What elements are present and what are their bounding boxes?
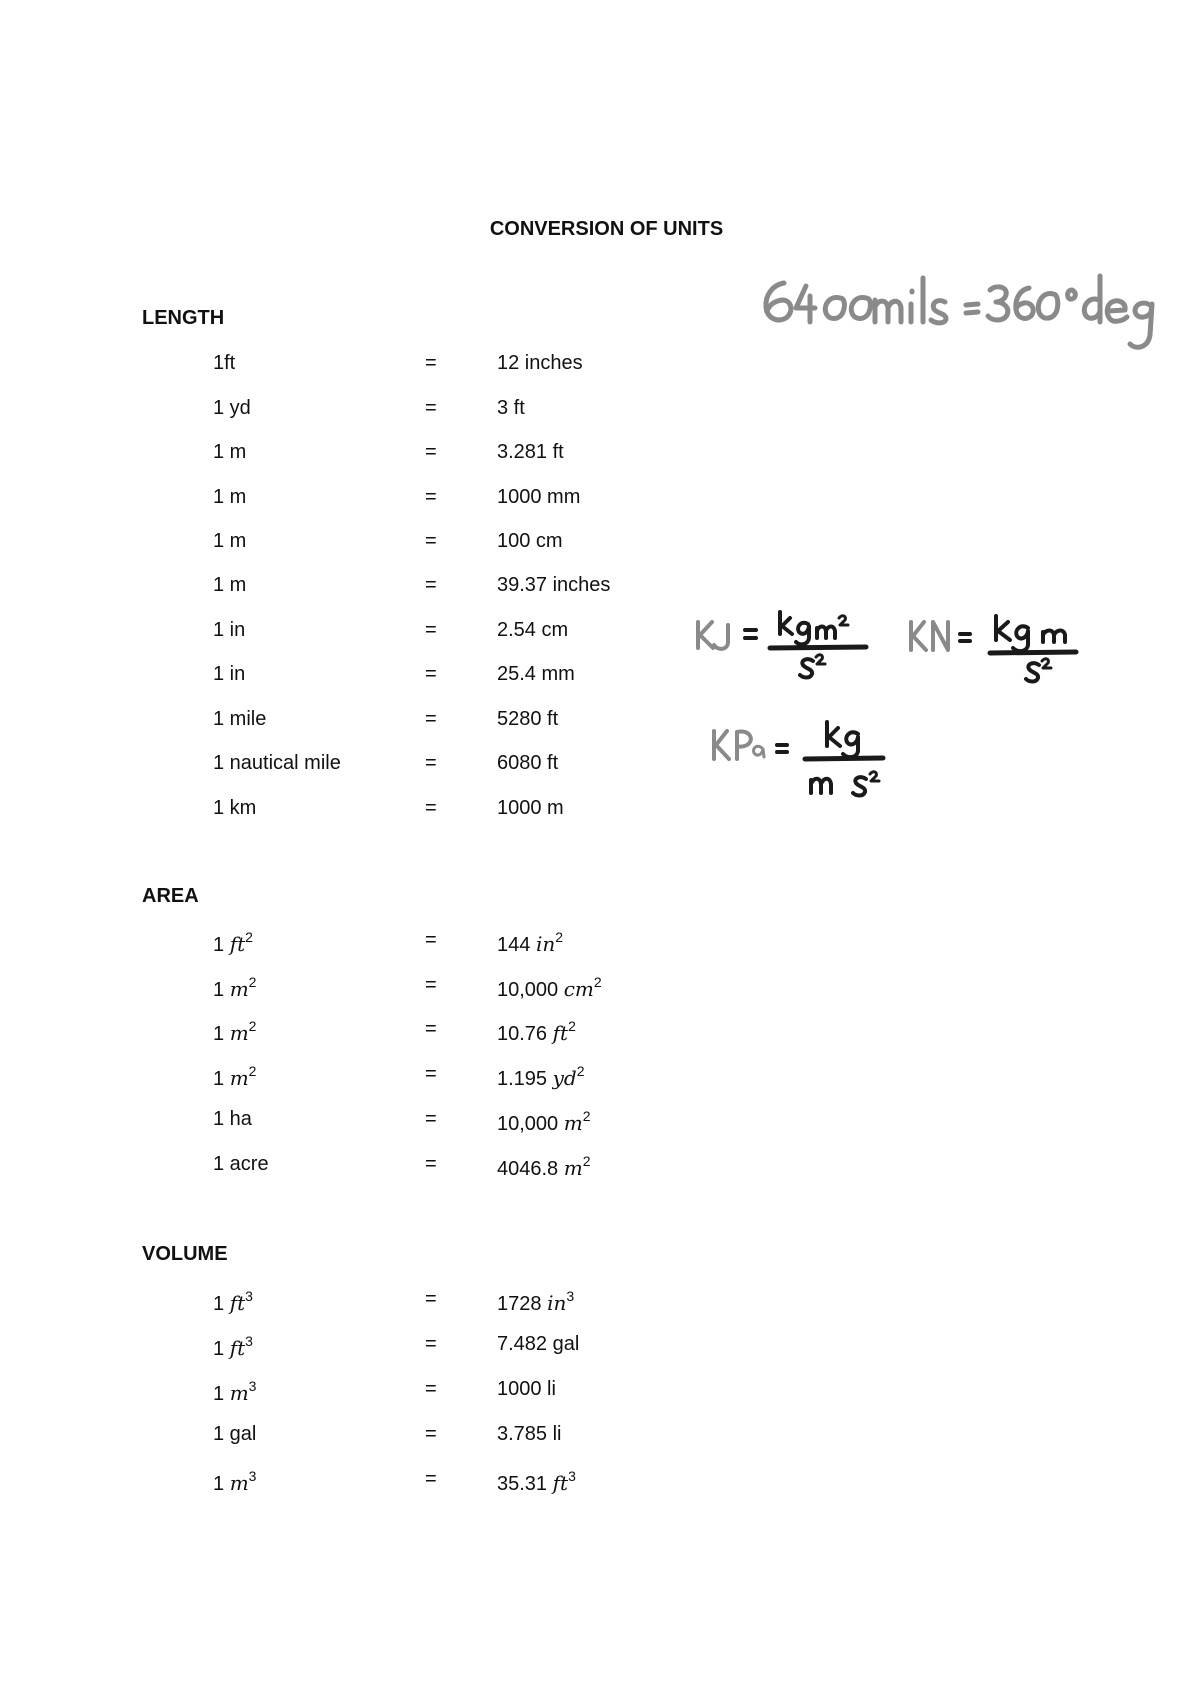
equals-sign: = bbox=[425, 1108, 437, 1130]
conversion-row bbox=[0, 574, 700, 604]
row-lhs-number: 1 bbox=[213, 1068, 225, 1090]
row-lhs: 1 m bbox=[213, 574, 247, 596]
row-rhs-unit: yd bbox=[552, 1066, 577, 1090]
row-lhs-unit: m bbox=[229, 977, 249, 1001]
row-rhs bbox=[497, 1063, 585, 1091]
conversion-row bbox=[0, 1333, 700, 1363]
row-rhs-exponent: 2 bbox=[576, 1063, 585, 1079]
row-lhs: 1 km bbox=[213, 797, 257, 819]
row-rhs: 2.54 cm bbox=[497, 619, 569, 641]
row-lhs bbox=[213, 929, 253, 957]
row-rhs-number: 1.195 bbox=[497, 1068, 548, 1090]
conversion-row bbox=[0, 530, 700, 560]
equals-sign: = bbox=[425, 352, 437, 374]
conversion-row bbox=[0, 663, 700, 693]
conversion-row bbox=[0, 1468, 700, 1498]
row-lhs-unit: ft bbox=[229, 1291, 246, 1315]
row-lhs: 1 m bbox=[213, 486, 247, 508]
equals-sign: = bbox=[425, 708, 437, 730]
row-rhs bbox=[497, 1288, 574, 1316]
row-lhs-exponent: 3 bbox=[248, 1468, 257, 1484]
row-rhs bbox=[497, 1153, 591, 1181]
row-lhs bbox=[213, 1018, 256, 1046]
row-rhs: 1000 m bbox=[497, 797, 564, 819]
row-lhs-unit: m bbox=[229, 1021, 249, 1045]
row-rhs-unit: in bbox=[547, 1291, 567, 1315]
equals-sign: = bbox=[425, 574, 437, 596]
row-rhs-exponent: 2 bbox=[582, 1108, 591, 1124]
row-rhs: 7.482 gal bbox=[497, 1333, 580, 1355]
conversion-row bbox=[0, 797, 700, 827]
conversion-row bbox=[0, 1108, 700, 1138]
equals-sign: = bbox=[425, 619, 437, 641]
row-lhs: 1 gal bbox=[213, 1423, 257, 1445]
row-rhs-unit: cm bbox=[563, 977, 594, 1001]
row-lhs: 1 m bbox=[213, 530, 247, 552]
row-lhs-unit: ft bbox=[229, 932, 246, 956]
row-rhs-number: 10.76 bbox=[497, 1023, 548, 1045]
equals-sign: = bbox=[425, 1063, 437, 1085]
row-rhs: 6080 ft bbox=[497, 752, 559, 774]
row-lhs-exponent: 2 bbox=[248, 974, 257, 990]
page-title: CONVERSION OF UNITS bbox=[489, 218, 724, 240]
row-lhs: 1 m bbox=[213, 441, 247, 463]
conversion-row bbox=[0, 397, 700, 427]
conversion-row bbox=[0, 486, 700, 516]
row-rhs-unit: m bbox=[563, 1111, 583, 1135]
section-heading-volume: VOLUME bbox=[142, 1243, 228, 1265]
row-lhs: 1 in bbox=[213, 663, 246, 685]
handwritten-note-mils bbox=[766, 276, 1152, 347]
row-lhs-exponent: 2 bbox=[248, 1063, 257, 1079]
row-rhs-exponent: 2 bbox=[582, 1153, 591, 1169]
row-rhs-number: 1728 bbox=[497, 1293, 542, 1315]
row-lhs: 1 nautical mile bbox=[213, 752, 341, 774]
conversion-row bbox=[0, 1018, 700, 1048]
row-rhs: 3.281 ft bbox=[497, 441, 564, 463]
row-rhs: 1000 li bbox=[497, 1378, 556, 1400]
conversion-row bbox=[0, 441, 700, 471]
conversion-row bbox=[0, 974, 700, 1004]
row-rhs bbox=[497, 1468, 576, 1496]
conversion-row bbox=[0, 1063, 700, 1093]
equals-sign: = bbox=[425, 663, 437, 685]
row-rhs-exponent: 3 bbox=[568, 1468, 576, 1484]
row-rhs bbox=[497, 929, 563, 957]
row-rhs-exponent: 2 bbox=[593, 974, 602, 990]
conversion-row bbox=[0, 1153, 700, 1183]
handwritten-note-kpa bbox=[714, 722, 883, 796]
row-lhs bbox=[213, 1468, 256, 1496]
equals-sign: = bbox=[425, 1153, 437, 1175]
equals-sign: = bbox=[425, 1288, 437, 1310]
equals-sign: = bbox=[425, 486, 437, 508]
conversion-row bbox=[0, 1288, 700, 1318]
row-lhs-number: 1 bbox=[213, 1338, 225, 1360]
row-rhs: 3.785 li bbox=[497, 1423, 562, 1445]
row-lhs-number: 1 bbox=[213, 1023, 225, 1045]
conversion-row bbox=[0, 929, 700, 959]
row-lhs-number: 1 bbox=[213, 1383, 225, 1405]
row-rhs: 5280 ft bbox=[497, 708, 559, 730]
row-rhs-unit: ft bbox=[552, 1471, 569, 1495]
row-rhs bbox=[497, 1108, 591, 1136]
row-rhs-number: 144 bbox=[497, 934, 531, 956]
row-lhs bbox=[213, 1378, 256, 1406]
row-rhs-unit: ft bbox=[552, 1021, 569, 1045]
row-lhs-exponent: 3 bbox=[245, 1333, 253, 1349]
equals-sign: = bbox=[425, 929, 437, 951]
equals-sign: = bbox=[425, 530, 437, 552]
row-rhs-unit: m bbox=[563, 1156, 583, 1180]
equals-sign: = bbox=[425, 974, 437, 996]
row-lhs-exponent: 2 bbox=[248, 1018, 257, 1034]
row-lhs-unit: m bbox=[229, 1066, 249, 1090]
row-rhs: 39.37 inches bbox=[497, 574, 611, 596]
row-lhs-number: 1 bbox=[213, 979, 225, 1001]
conversion-row bbox=[0, 1423, 700, 1453]
row-rhs: 3 ft bbox=[497, 397, 525, 419]
row-lhs bbox=[213, 1063, 256, 1091]
row-lhs-unit: m bbox=[229, 1471, 249, 1495]
row-lhs-number: 1 bbox=[213, 1293, 225, 1315]
conversion-row bbox=[0, 708, 700, 738]
equals-sign: = bbox=[425, 797, 437, 819]
row-lhs: 1 yd bbox=[213, 397, 251, 419]
row-lhs-number: 1 bbox=[213, 934, 225, 956]
row-rhs-exponent: 3 bbox=[566, 1288, 575, 1304]
conversion-row bbox=[0, 619, 700, 649]
row-lhs bbox=[213, 974, 256, 1002]
equals-sign: = bbox=[425, 397, 437, 419]
equals-sign: = bbox=[425, 441, 437, 463]
row-lhs-unit: m bbox=[229, 1381, 249, 1405]
equals-sign: = bbox=[425, 1018, 437, 1040]
conversion-row bbox=[0, 352, 700, 382]
equals-sign: = bbox=[425, 1333, 437, 1355]
row-lhs: 1 acre bbox=[213, 1153, 269, 1175]
row-lhs-unit: ft bbox=[229, 1336, 246, 1360]
row-lhs: 1 in bbox=[213, 619, 246, 641]
equals-sign: = bbox=[425, 1468, 437, 1490]
row-rhs: 100 cm bbox=[497, 530, 563, 552]
row-rhs-unit: in bbox=[535, 932, 556, 956]
equals-sign: = bbox=[425, 752, 437, 774]
row-lhs-exponent: 3 bbox=[245, 1288, 253, 1304]
row-lhs-exponent: 3 bbox=[248, 1378, 257, 1394]
row-lhs bbox=[213, 1288, 253, 1316]
row-rhs bbox=[497, 974, 602, 1002]
row-rhs-exponent: 2 bbox=[555, 929, 564, 945]
row-lhs-exponent: 2 bbox=[245, 929, 253, 945]
row-rhs: 12 inches bbox=[497, 352, 583, 374]
row-lhs: 1ft bbox=[213, 352, 236, 374]
section-heading-length: LENGTH bbox=[142, 307, 225, 329]
row-lhs: 1 ha bbox=[213, 1108, 252, 1130]
conversion-row bbox=[0, 1378, 700, 1408]
row-rhs: 25.4 mm bbox=[497, 663, 575, 685]
conversion-row bbox=[0, 752, 700, 782]
row-rhs-number: 10,000 bbox=[497, 979, 559, 1001]
handwritten-note-kj bbox=[698, 612, 866, 678]
row-rhs-number: 4046.8 bbox=[497, 1158, 559, 1180]
row-rhs-exponent: 2 bbox=[568, 1018, 576, 1034]
equals-sign: = bbox=[425, 1423, 437, 1445]
handwritten-note-kn bbox=[911, 616, 1076, 682]
row-rhs-number: 35.31 bbox=[497, 1473, 548, 1495]
row-lhs-number: 1 bbox=[213, 1473, 225, 1495]
row-rhs-number: 10,000 bbox=[497, 1113, 559, 1135]
equals-sign: = bbox=[425, 1378, 437, 1400]
row-rhs: 1000 mm bbox=[497, 486, 581, 508]
row-lhs bbox=[213, 1333, 253, 1361]
row-lhs: 1 mile bbox=[213, 708, 267, 730]
section-heading-area: AREA bbox=[142, 885, 199, 907]
row-rhs bbox=[497, 1018, 576, 1046]
